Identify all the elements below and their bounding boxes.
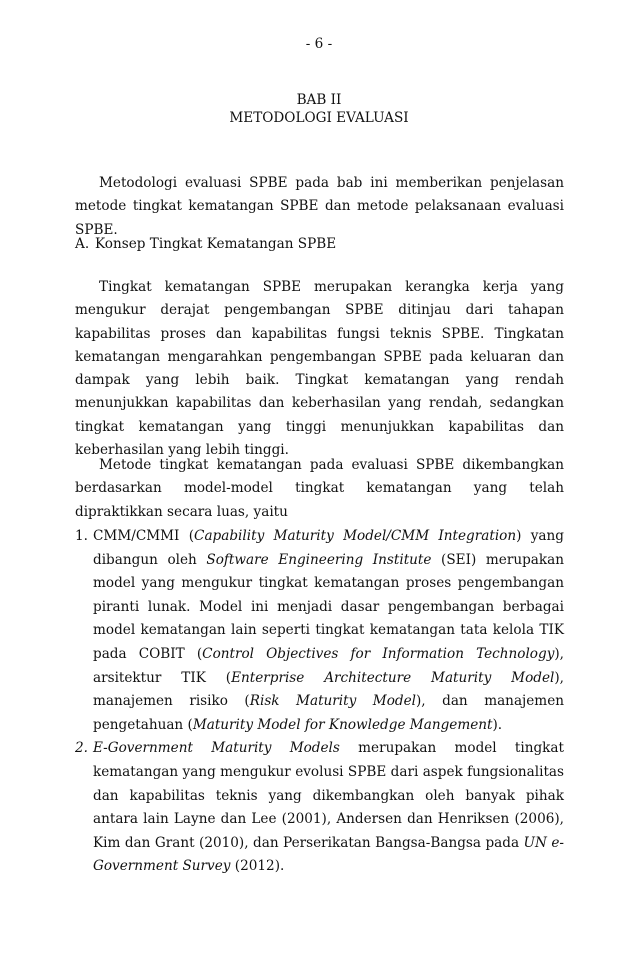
intro-text: Metodologi evaluasi SPBE pada bab ini memberikan penjelasan metode tingkat kematangan SPBE dan metode pelaksanaan evaluasi SPBE.: [75, 175, 564, 238]
list-number: 1.: [75, 528, 88, 544]
list-number: 2.: [75, 740, 88, 757]
chapter-label: BAB II: [296, 92, 342, 108]
paragraph-2-text: Metode tingkat kematangan pada evaluasi SPBE dikembangkan berdasarkan model-model tingkat kematangan yang telah dipraktikkan secara luas, yaitu: [75, 457, 564, 520]
list-item: [75, 525, 564, 737]
list-item-text: E-Government Maturity Models merupakan model tingkat kematangan yang mengukur evolusi SPBE dari aspek fungsionalitas dan kapabilitas teknis yang dikembangkan oleh banyak pihak antara lain Layne dan Lee (2001), Andersen dan Henriksen (2006), Kim dan Grant (2010), dan Perserikatan Bangsa-Bangsa pada UN e-Government Survey (2012).: [93, 740, 564, 875]
paragraph-2: [75, 454, 564, 524]
section-heading-a: [75, 236, 336, 252]
chapter-title: METODOLOGI EVALUASI: [229, 110, 409, 126]
chapter-heading: [0, 91, 638, 127]
list-item-text: CMM/CMMI (Capability Maturity Model/CMM Integration) yang dibangun oleh Software Engineering Institute (SEI) merupakan model yang mengukur tingkat kematangan proses pengembangan piranti lunak. Model ini menjadi dasar pengembangan berbagai model kematangan lain seperti tingkat kematangan tata kelola TIK pada COBIT (Control Objectives for Information Technology), arsitektur TIK (Enterprise Architecture Maturity Model), manajemen risiko (Risk Maturity Model), dan manajemen pengetahuan (Maturity Model for Knowledge Mangement).: [93, 528, 564, 733]
section-title: Konsep Tingkat Kematangan SPBE: [95, 236, 337, 252]
paragraph-1-text: Tingkat kematangan SPBE merupakan kerangka kerja yang mengukur derajat pengembangan SPBE ditinjau dari tahapan kapabilitas proses dan kapabilitas fungsi teknis SPBE. Tingkatan kematangan mengarahkan pengembangan SPBE pada keluaran dan dampak yang lebih baik. Tingkat kematangan yang rendah menunjukkan kapabilitas dan keberhasilan yang rendah, sedangkan tingkat kematangan yang tinggi menunjukkan kapabilitas dan keberhasilan yang lebih tinggi.: [75, 279, 564, 459]
page-number: - 6 -: [305, 36, 333, 52]
list-item: [75, 737, 564, 879]
intro-paragraph: [75, 172, 564, 242]
model-list: [75, 525, 564, 879]
paragraph-1: [75, 276, 564, 462]
section-letter: A.: [75, 236, 90, 252]
